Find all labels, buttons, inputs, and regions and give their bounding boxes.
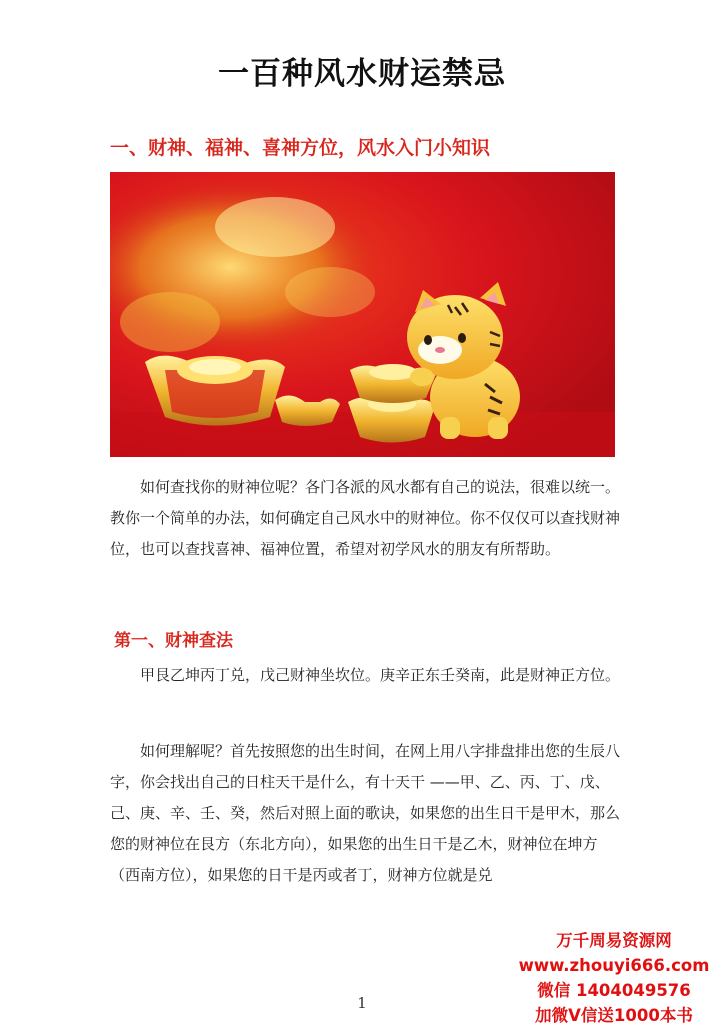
watermark-line: www.zhouyi666.com <box>518 956 710 975</box>
explain-paragraph: 如何理解呢？首先按照您的出生时间，在网上用八字排盘排出您的生辰八字，你会找出自己的日柱天干是什么，有十天干 ——甲、乙、丙、丁、戊、己、庚、辛、壬、癸，然后对照上面的歌诀，如果您的出生日干是甲木，那么您的财神位在艮方（东北方向），如果您的出生日干是乙木，财神位在坤方（西南方位），如果您的日干是丙或者丁，财神方位就是兑 <box>110 742 621 884</box>
rule-paragraph: 甲艮乙坤丙丁兑，戊己财神坐坎位。庚辛正东壬癸南，此是财神正方位。 <box>140 666 621 684</box>
page-title: 一百种风水财运禁忌 <box>218 56 506 92</box>
page-number: 1 <box>357 994 367 1012</box>
watermark-line: 加微V信送1000本书 <box>535 1006 693 1025</box>
section-heading: 一、财神、福神、喜神方位，风水入门小知识 <box>110 137 491 159</box>
gold-ingots-tiger-photo <box>110 172 615 457</box>
intro-paragraph: 如何查找你的财神位呢？各门各派的风水都有自己的说法，很难以统一。教你一个简单的办法，如何确定自己风水中的财神位。你不仅仅可以查找财神位，也可以查找喜神、福神位置，希望对初学风水的朋友有所帮助。 <box>110 478 621 558</box>
watermark-line: 万千周易资源网 <box>556 931 672 950</box>
watermark-line: 微信 1404049576 <box>537 981 691 1000</box>
watermark <box>514 928 714 1028</box>
subheading: 第一、财神查法 <box>114 631 233 651</box>
